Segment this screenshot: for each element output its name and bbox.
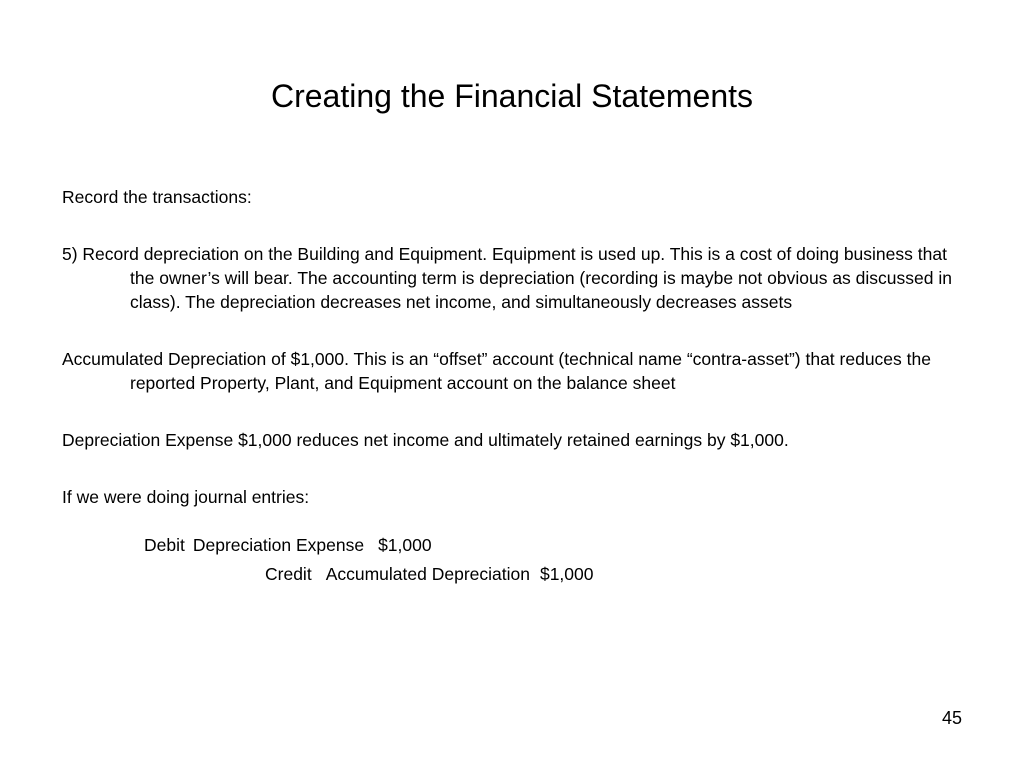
paragraph-depreciation-step: 5) Record depreciation on the Building and Equipment. Equipment is used up. This is a cost of doing business that the owner’s will bear. The accounting term is depreciation (recording is maybe not obvious as discussed in class). The depreciation decreases net income, and simultaneously decreases assets <box>62 244 952 312</box>
journal-entry <box>62 533 962 593</box>
slide-body <box>62 185 962 593</box>
paragraph-journal-intro: If we were doing journal entries: <box>62 487 310 507</box>
credit-label: Credit <box>265 564 312 584</box>
debit-amount: $1,000 <box>378 535 432 555</box>
journal-credit-line <box>265 562 594 586</box>
credit-amount: $1,000 <box>539 564 594 584</box>
paragraph-accumulated-depreciation: Accumulated Depreciation of $1,000. This is an “offset” account (technical name “contra-asset”) that reduces the reported Property, Plant, and Equipment account on the balance sheet <box>62 349 931 393</box>
page-number: 45 <box>941 708 962 728</box>
debit-label: Debit <box>144 535 185 555</box>
slide-title: Creating the Financial Statements <box>270 78 754 114</box>
intro-text: Record the transactions: <box>62 187 252 207</box>
credit-account: Accumulated Depreciation <box>325 564 530 584</box>
journal-debit-line <box>144 533 432 557</box>
paragraph-depreciation-expense: Depreciation Expense $1,000 reduces net income and ultimately retained earnings by $1,000. <box>62 430 789 450</box>
debit-account: Depreciation Expense <box>192 535 365 555</box>
